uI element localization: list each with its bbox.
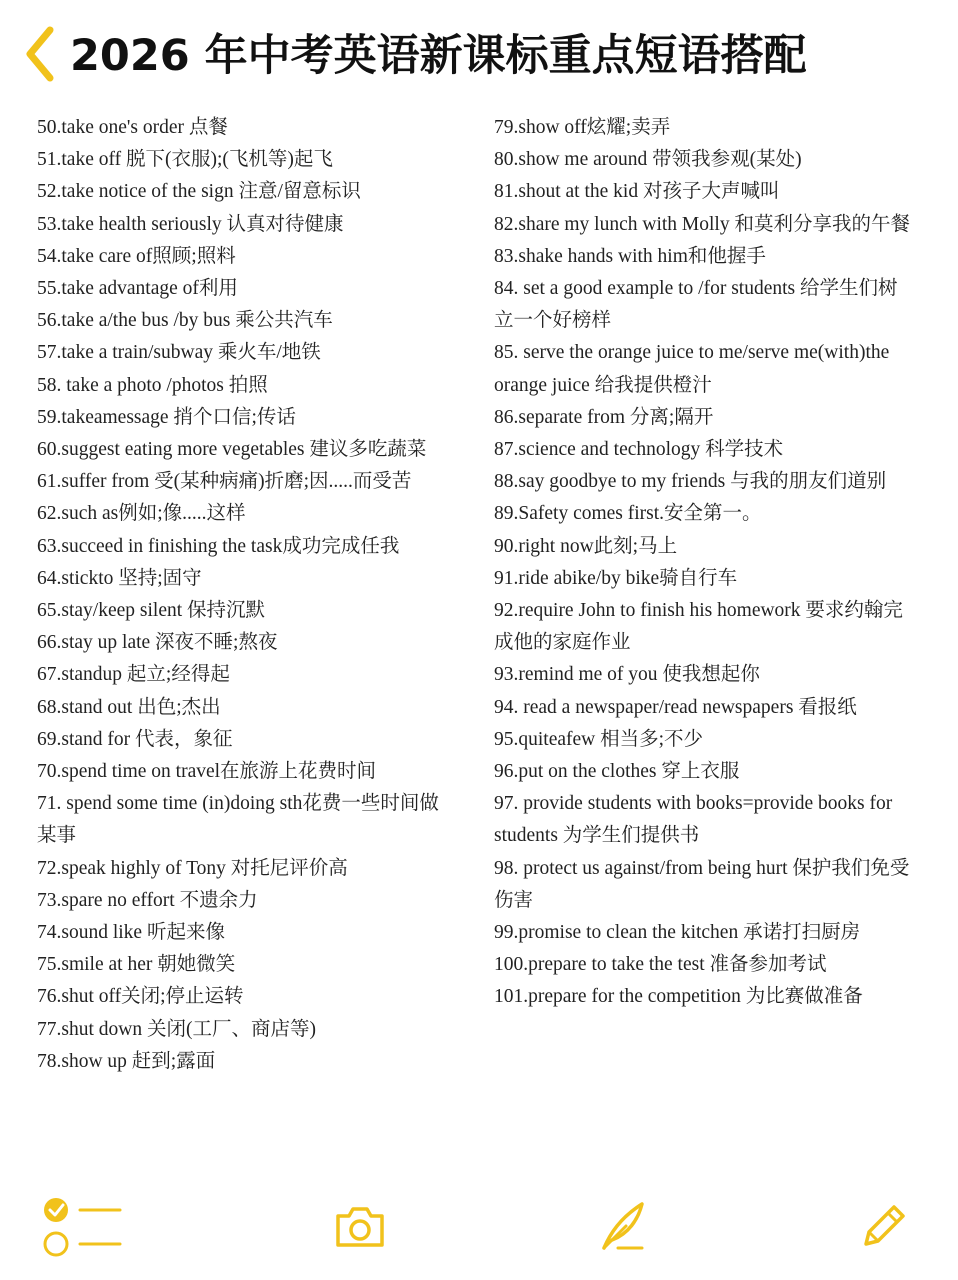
list-item: 56.take a/the bus /by bus 乘公共汽车 (37, 310, 333, 332)
list-item: 100.prepare to take the test 准备参加考试 (494, 954, 827, 976)
list-item: 82.share my lunch with Molly 和莫利分享我的午餐 (494, 213, 910, 235)
phrase-list-right (494, 112, 914, 1014)
page-title: 2026 年中考英语新课标重点短语搭配 (70, 31, 807, 81)
list-item: 54.take care of照顾;照料 (37, 245, 236, 267)
list-item: 50.take one's order 点餐 (37, 117, 228, 138)
list-item: 70.spend time on travel在旅游上花费时间 (37, 761, 377, 783)
list-item: 78.show up 赶到;露面 (37, 1050, 216, 1072)
camera-icon[interactable] (334, 1202, 386, 1250)
list-item: 75.smile at her 朝她微笑 (37, 954, 236, 976)
feather-pen-icon[interactable] (596, 1198, 648, 1254)
list-item: 85. serve the orange juice to me/serve me(with)the orange juice 给我提供橙汁 (494, 342, 890, 396)
list-item: 97. provide students with books=provide books for students 为学生们提供书 (494, 793, 893, 847)
list-item: 73.spare no effort 不遗余力 (37, 889, 258, 911)
list-item: 96.put on the clothes 穿上衣服 (494, 761, 740, 783)
list-item: 67.standup 起立;经得起 (37, 664, 230, 686)
list-item: 59.takeamessage 捎个口信;传话 (37, 406, 296, 428)
list-item: 53.take health seriously 认真对待健康 (37, 213, 344, 235)
list-item: 71. spend some time (in)doing sth花费一些时间做某事 (37, 793, 439, 847)
list-item: 81.shout at the kid 对孩子大声喊叫 (494, 181, 780, 203)
list-item: 77.shut down 关闭(工厂、商店等) (37, 1018, 316, 1040)
list-item: 64.stickto 坚持;固守 (37, 567, 202, 589)
list-item: 88.say goodbye to my friends 与我的朋友们道别 (494, 471, 887, 493)
list-item: 68.stand out 出色;杰出 (37, 696, 221, 718)
phrase-list-left (37, 112, 442, 1078)
list-item: 91.ride abike/by bike骑自行车 (494, 567, 738, 589)
list-item: 83.shake hands with him和他握手 (494, 245, 766, 267)
list-item: 98. protect us against/from being hurt 保护我们免受伤害 (494, 857, 910, 911)
list-item: 76.shut off关闭;停止运转 (37, 986, 244, 1008)
list-item: 62.such as例如;像.....这样 (37, 503, 246, 525)
list-item: 72.speak highly of Tony 对托尼评价高 (37, 857, 348, 879)
list-item: 61.suffer from 受(某种病痛)折磨;因.....而受苦 (37, 471, 412, 493)
list-item: 63.succeed in finishing the task成功完成任我 (37, 535, 400, 557)
header (0, 0, 958, 100)
list-item: 90.right now此刻;马上 (494, 535, 678, 557)
list-item: 93.remind me of you 使我想起你 (494, 664, 760, 686)
list-item: 60.suggest eating more vegetables 建议多吃蔬菜 (37, 439, 427, 461)
list-item: 92.require John to finish his homework 要求约翰完成他的家庭作业 (494, 600, 903, 654)
list-item: 66.stay up late 深夜不睡;熬夜 (37, 632, 278, 654)
list-item: 57.take a train/subway 乘火车/地铁 (37, 342, 321, 364)
pencil-icon[interactable] (856, 1198, 912, 1254)
checklist-icon[interactable] (40, 1196, 124, 1260)
list-item: 101.prepare for the competition 为比赛做准备 (494, 986, 863, 1008)
list-item: 69.stand for 代表，象征 (37, 728, 233, 750)
list-item: 79.show off炫耀;卖弄 (494, 117, 671, 138)
list-item: 94. read a newspaper/read newspapers 看报纸 (494, 696, 857, 718)
list-item: 86.separate from 分离;隔开 (494, 406, 714, 428)
list-item: 95.quiteafew 相当多;不少 (494, 728, 704, 750)
list-item: 80.show me around 带领我参观(某处) (494, 149, 802, 171)
list-item: 58. take a photo /photos 拍照 (37, 374, 268, 396)
bottom-toolbar (0, 1180, 958, 1280)
list-item: 52.take notice of the sign 注意/留意标识 (37, 181, 361, 203)
list-item: 89.Safety comes first.安全第一。 (494, 503, 762, 525)
list-item: 84. set a good example to /for students 给学生们树立一个好榜样 (494, 278, 898, 332)
list-item: 51.take off 脱下(衣服);(飞机等)起飞 (37, 149, 333, 171)
list-item: 99.promise to clean the kitchen 承诺打扫厨房 (494, 922, 861, 944)
list-item: 74.sound like 听起来像 (37, 922, 225, 944)
list-item: 65.stay/keep silent 保持沉默 (37, 600, 266, 622)
list-item: 55.take advantage of利用 (37, 278, 238, 300)
back-chevron-icon[interactable] (22, 24, 62, 84)
list-item: 87.science and technology 科学技术 (494, 439, 784, 461)
